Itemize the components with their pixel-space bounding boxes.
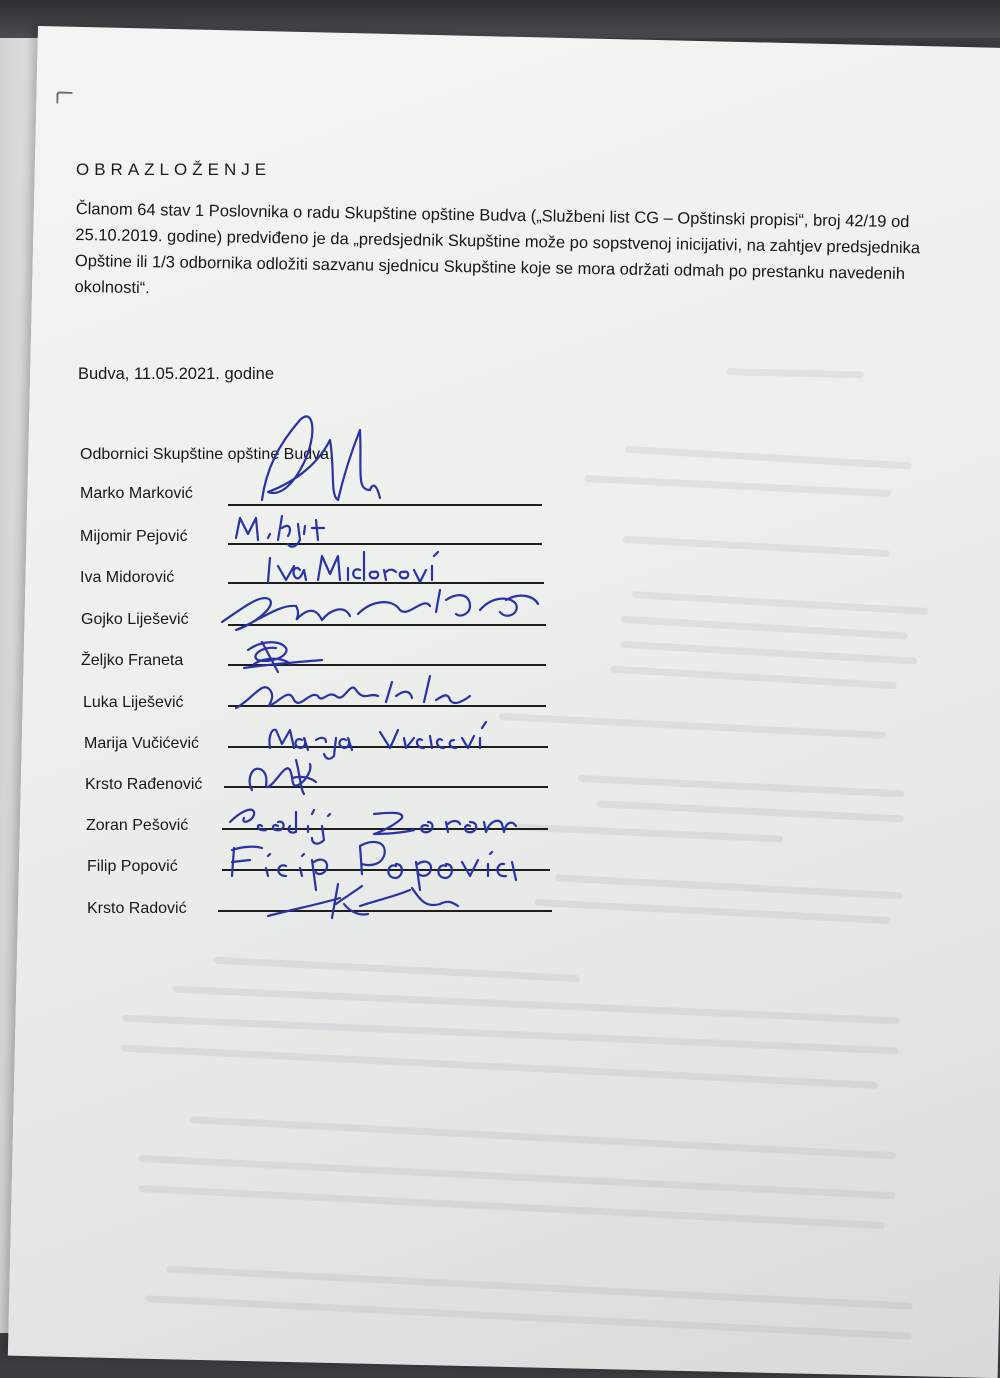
document-heading: OBRAZLOŽENJE bbox=[76, 160, 272, 179]
date-line: Budva, 11.05.2021. godine bbox=[78, 365, 275, 383]
explanation-paragraph: Članom 64 stav 1 Poslovnika o radu Skupštine opštine Budva („Službeni list CG – Opštinski propisi“, broj 42/19 od 25.10.2019. godine) predviđeno je da „predsjednik Skupštine može po sopstvenoj inicijativi, na zahtjev predsjednika Opštine ili 1/3 odbornika odložiti sazvanu sjednicu Skupštine koje se mora održati odmah po prestanku navedenih okolnosti“. bbox=[74, 199, 921, 298]
signature-zoran-pesovic bbox=[230, 810, 516, 844]
signature-filip-popovic bbox=[232, 842, 516, 890]
signatory-name: Gojko Liješević bbox=[81, 611, 189, 628]
signatory-name: Krsto Radović bbox=[87, 900, 187, 917]
signature-krsto-radovic bbox=[268, 884, 458, 918]
signature-zeljko-franeta bbox=[244, 642, 322, 672]
signatory-name: Željko Franeta bbox=[81, 652, 184, 669]
signature-marko-markovic bbox=[262, 416, 380, 500]
signatory-name: Luka Liješević bbox=[83, 694, 184, 711]
signatory-name: Krsto Rađenović bbox=[85, 776, 203, 793]
signatory-name: Marko Marković bbox=[80, 485, 193, 502]
signature-marija-vucicevic bbox=[269, 722, 486, 759]
signature-iva-midorovic bbox=[268, 552, 438, 582]
signatory-name: Marija Vučićević bbox=[84, 735, 199, 752]
signature-luka-ljesevic bbox=[236, 676, 470, 708]
signatory-name: Iva Midorović bbox=[80, 569, 175, 586]
signature-krsto-radjenovic bbox=[250, 760, 316, 794]
signatory-name: Mijomir Pejović bbox=[80, 528, 188, 545]
signatory-name: Zoran Pešović bbox=[86, 817, 189, 834]
signatories-caption: Odbornici Skupštine opštine Budva: bbox=[80, 446, 334, 463]
signature-gojko-ljesevic bbox=[222, 590, 538, 630]
signatory-name: Filip Popović bbox=[87, 858, 178, 875]
signature-mijomir-pejovic bbox=[236, 516, 324, 547]
